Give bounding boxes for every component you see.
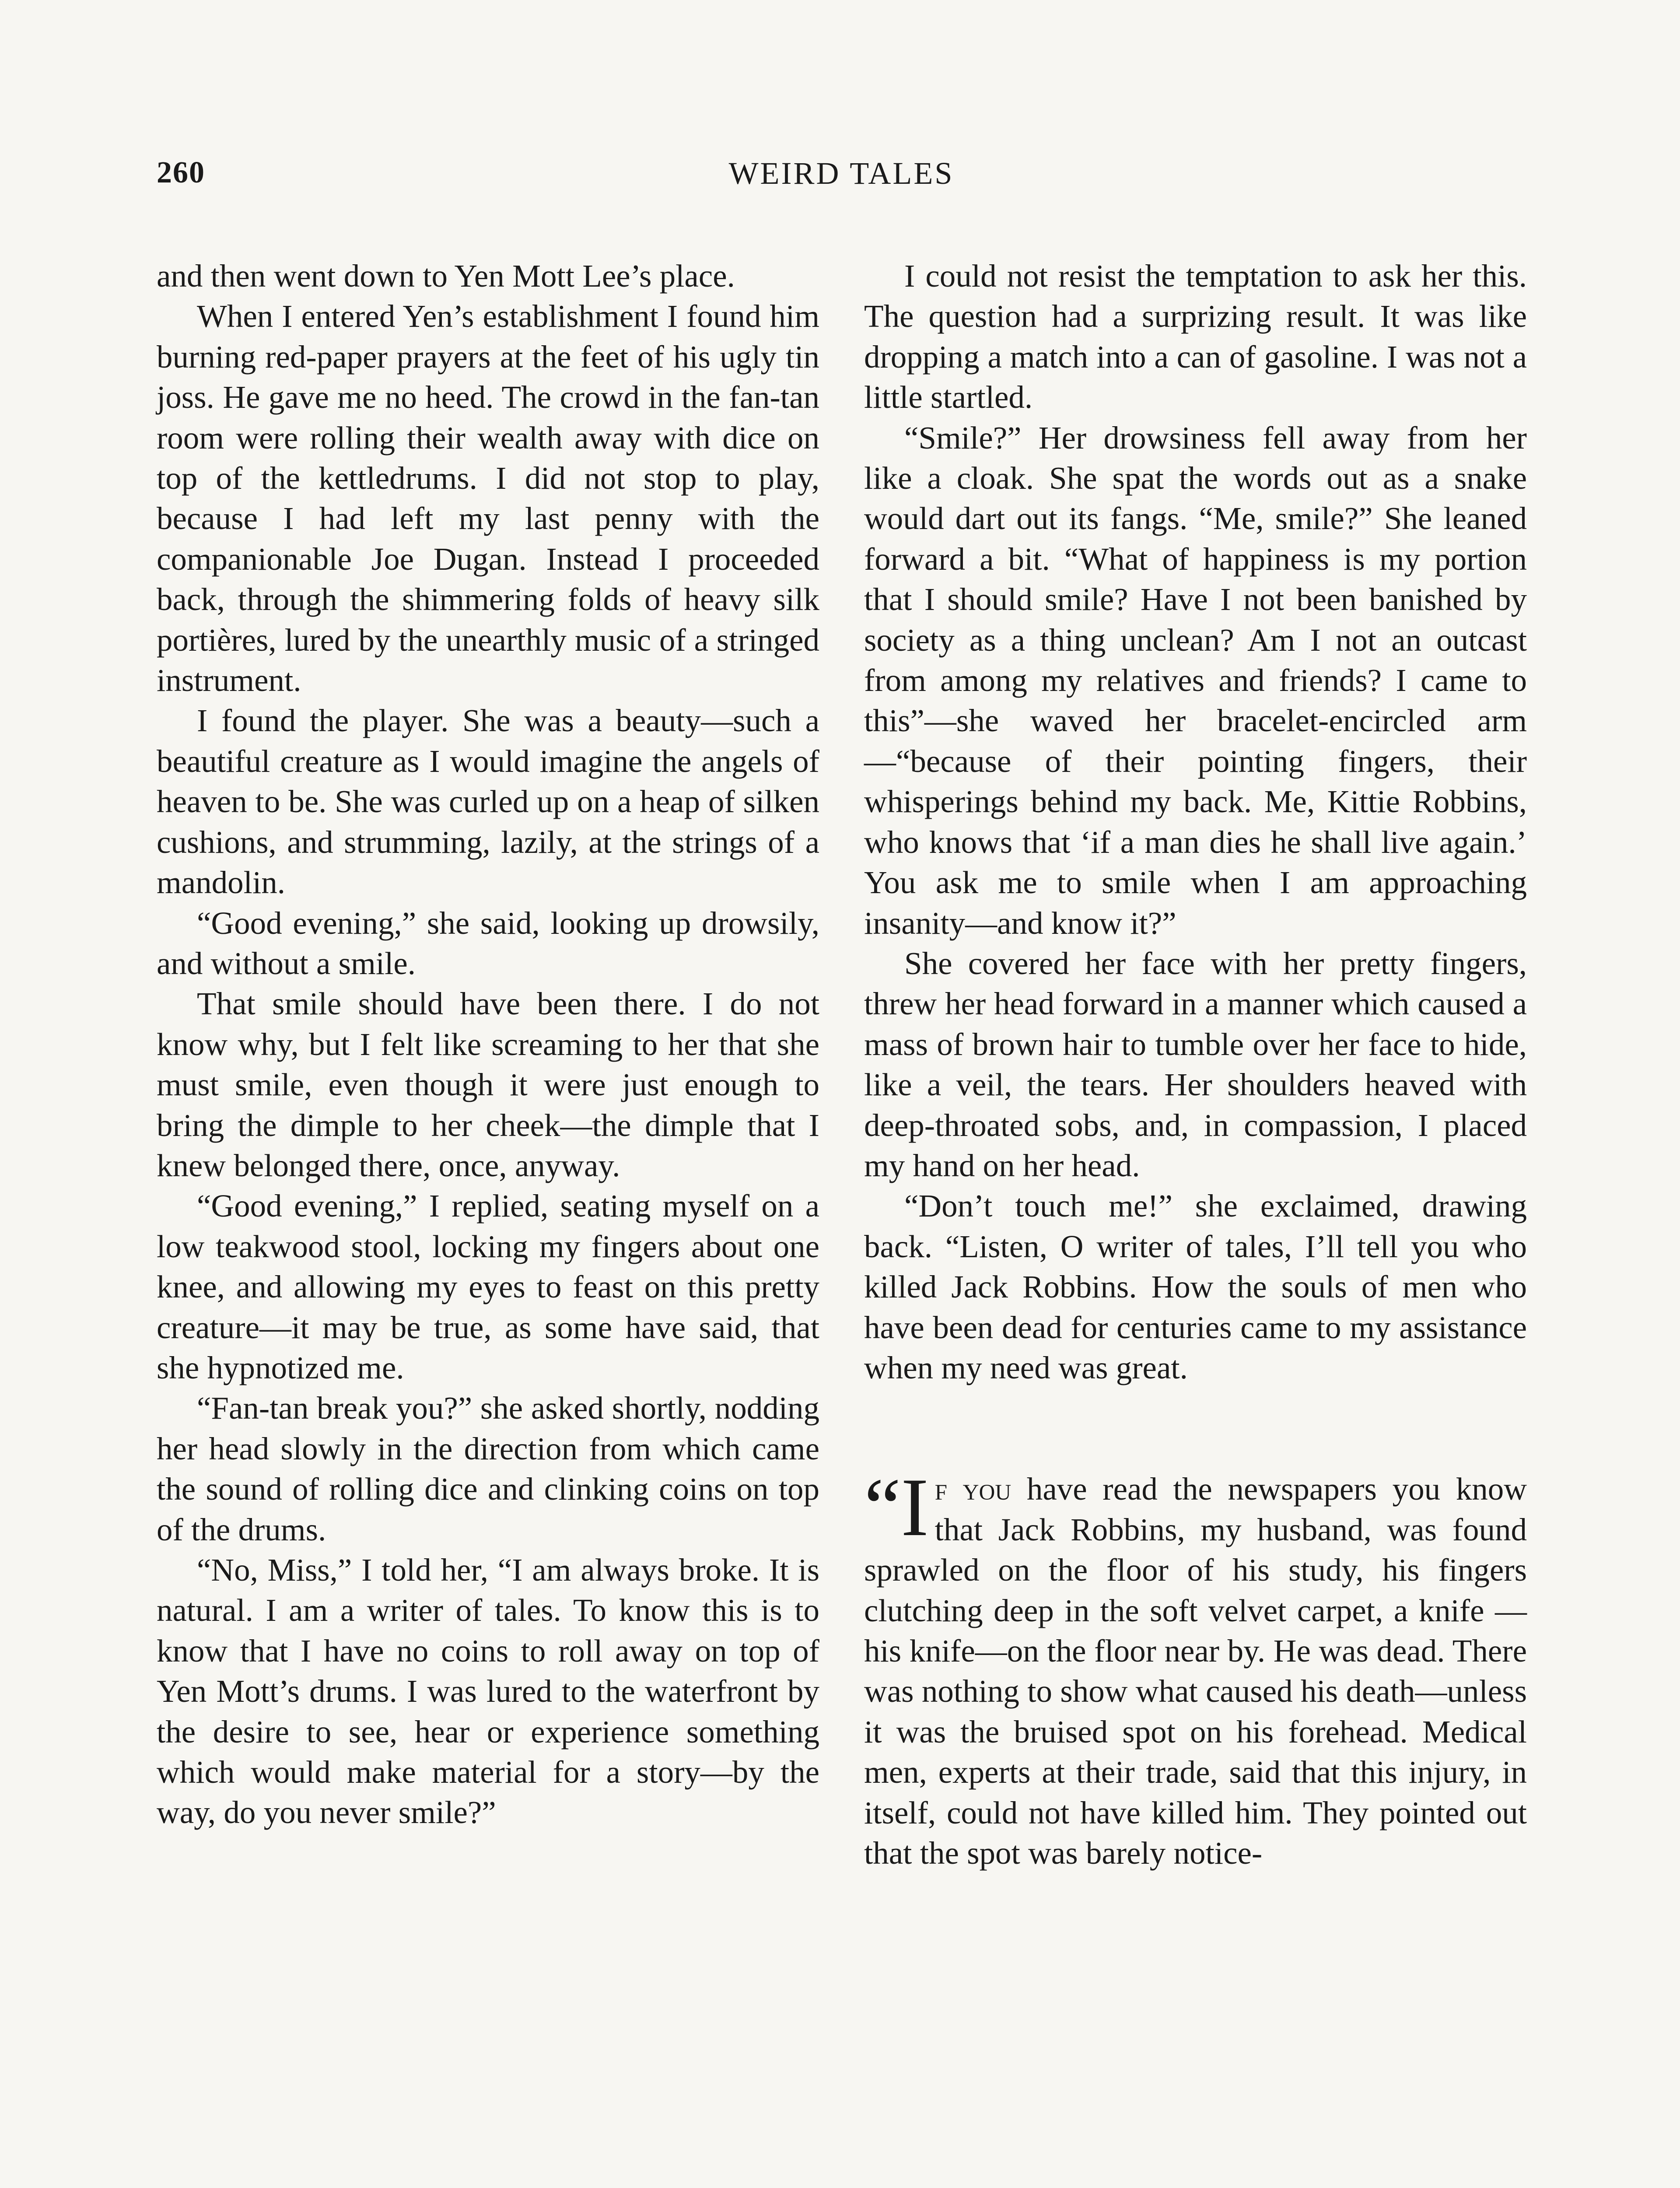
drop-cap-letter: I: [901, 1462, 929, 1554]
paragraph: When I entered Yen’s establishment I found him burning red-paper prayers at the feet of his ugly tin joss. He gave me no heed. The crowd in the fan-tan room were rolling their wealth away with dice on top of the kettledrums. I did not stop to play, because I had left my last penny with the companionable Joe Dugan. Instead I proceeded back, through the shimmering folds of heavy silk portières, lured by the unearthly music of a stringed instrument.: [157, 298, 819, 698]
page-number: 260: [157, 156, 205, 189]
paragraph: and then went down to Yen Mott Lee’s place.: [157, 258, 735, 294]
paragraph: “Don’t touch me!” she exclaimed, drawing back. “Listen, O writer of tales, I’ll tell you who killed Jack Robbins. How the souls of men who have been dead for centuries came to my assistance when my need was great.: [864, 1188, 1527, 1385]
drop-cap: [864, 1462, 929, 1554]
open-quote: “: [864, 1462, 901, 1554]
paragraph: I found the player. She was a beauty—such a beautiful creature as I would imagine the angels of heaven to be. She was curled up on a heap of silken cushions, and strumming, lazily, at the strings of a mandolin.: [157, 703, 819, 901]
paragraph: “Good evening,” she said, looking up drowsily, and without a smile.: [157, 905, 819, 981]
right-column: [864, 256, 1527, 1873]
small-caps-lead: f you: [934, 1471, 1012, 1507]
paragraph: “Smile?” Her drowsiness fell away from her like a cloak. She spat the words out as a snake would dart out its fangs. “Me, smile?” She leaned forward a bit. “What of happiness is my portion that I should smile? Have I not been banished by society as a thing unclean? Am I not an outcast from among my relatives and friends? I came to this”—she waved her bracelet-encircled arm—“because of their pointing fingers, their whisperings behind my back. Me, Kittie Robbins, who knows that ‘if a man dies he shall live again.’ You ask me to smile when I am approaching insanity—and know it?”: [864, 420, 1527, 941]
paragraph-text: have read the newspapers you know that Jack Robbins, my husband, was found sprawled on the floor of his study, his fingers clutching deep in the soft velvet carpet, a knife —his knife—on the floor near by. He was dead. There was nothing to show what caused his death—unless it was the bruised spot on his forehead. Medical men, experts at their trade, said that this injury, in itself, could not have killed him. They pointed out that the spot was barely notice-: [864, 1471, 1527, 1871]
page-header: [157, 155, 1526, 203]
paragraph: “No, Miss,” I told her, “I am always broke. It is natural. I am a writer of tales. To know this is to know that I have no coins to roll away on top of Yen Mott’s drums. I was lured to the waterfront by the desire to see, hear or experience something which would make material for a story—by the way, do you never smile?”: [157, 1552, 819, 1830]
paragraph: She covered her face with her pretty fingers, threw her head forward in a manner which caused a mass of brown hair to tumble over her face to hide, like a veil, the tears. Her shoulders heaved with deep-throated sobs, and, in compassion, I placed my hand on her head.: [864, 945, 1527, 1183]
paragraph: That smile should have been there. I do not know why, but I felt like screaming to her that she must smile, even though it were just enough to bring the dimple to her cheek—the dimple that I knew belonged there, once, anyway.: [157, 986, 819, 1183]
running-head-title: WEIRD TALES: [728, 156, 954, 191]
paragraph: I could not resist the temptation to ask her this. The question had a surprizing result. It was like dropping a match into a can of gasoline. I was not a little startled.: [864, 258, 1527, 415]
paragraph: “Fan-tan break you?” she asked shortly, nodding her head slowly in the direction from which came the sound of rolling dice and clinking coins on top of the drums.: [157, 1390, 819, 1547]
section-opening-paragraph: [864, 1462, 1527, 1873]
left-column: [157, 256, 819, 1833]
section-break: [864, 1388, 1527, 1469]
paragraph: “Good evening,” I replied, seating myself on a low teakwood stool, locking my fingers about one knee, and allowing my eyes to feast on this pretty creature—it may be true, as some have said, that she hypnotized me.: [157, 1188, 819, 1385]
